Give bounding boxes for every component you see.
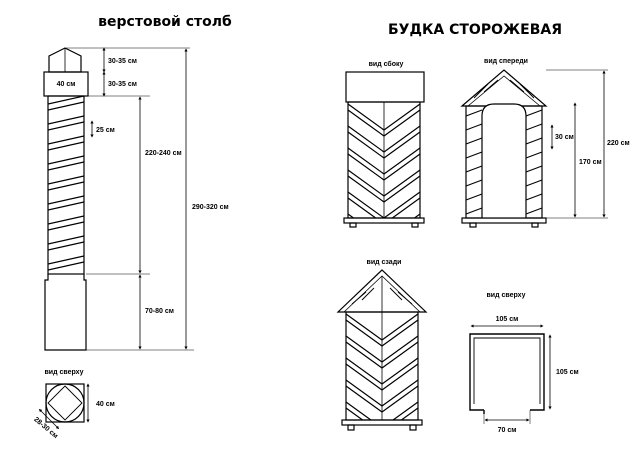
booth-door-opening <box>482 104 526 218</box>
milepost-total-height: 290-320 см <box>192 204 229 211</box>
booth-back-view-label: вид сзади <box>366 259 402 266</box>
booth-title: БУДКА СТОРОЖЕВАЯ <box>388 22 562 38</box>
milepost-band-height: 30-35 см <box>108 81 137 88</box>
milepost-shaft-height: 220-240 см <box>145 150 182 157</box>
booth-side-view <box>344 72 424 240</box>
booth-front-view <box>462 70 546 227</box>
booth-side-view-label: вид сбоку <box>368 61 404 68</box>
milepost-stripe-spacing: 25 см <box>96 127 115 134</box>
milepost-base <box>45 274 86 350</box>
milepost-band-width: 40 см <box>56 81 76 88</box>
milepost-top-square-side: 40 см <box>96 401 115 408</box>
milepost-title: верстовой столб <box>98 14 232 30</box>
milepost-drawing <box>44 48 88 350</box>
booth-top-view <box>470 334 544 414</box>
booth-total-height: 220 см <box>607 140 630 147</box>
booth-top-depth: 105 см <box>556 369 579 376</box>
milepost-top-view <box>46 384 84 422</box>
booth-back-view <box>338 270 426 434</box>
milepost-dimensions <box>66 48 194 350</box>
milepost-base-height: 70-80 см <box>145 308 174 315</box>
booth-opening-width: 70 см <box>497 427 517 434</box>
booth-front-view-label: вид спереди <box>484 58 528 65</box>
milepost-top-circle-diameter: 28-30 см <box>32 416 59 441</box>
milepost-cap-height: 30-35 см <box>108 58 137 65</box>
booth-window-height: 30 см <box>555 134 574 141</box>
booth-top-width: 105 см <box>495 316 519 323</box>
booth-door-height: 170 см <box>579 159 602 166</box>
milepost-top-view-label: вид сверху <box>44 369 84 376</box>
booth-top-view-label: вид сверху <box>486 292 526 299</box>
